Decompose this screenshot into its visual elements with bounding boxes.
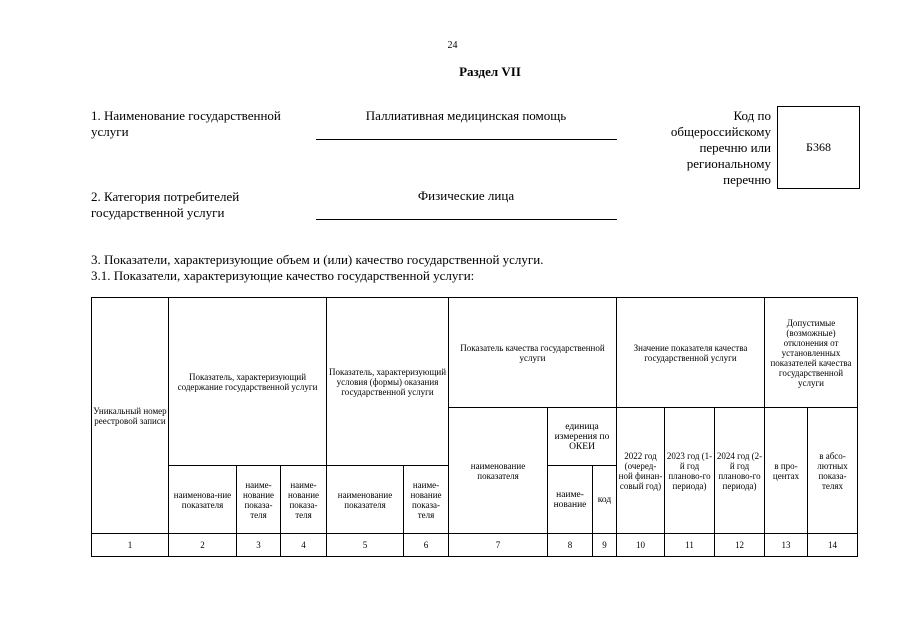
header-okei-code: код: [593, 466, 617, 534]
column-number: 13: [765, 534, 808, 557]
heading-3-1: 3.1. Показатели, характеризующие качество государственной услуги:: [91, 268, 475, 283]
service-name-underline: [316, 139, 617, 140]
column-number: 7: [449, 534, 548, 557]
heading-3: 3. Показатели, характеризующие объем и (или) качество государственной услуги.: [91, 252, 544, 267]
category-value: Физические лица: [417, 188, 515, 203]
header-quality-indicator: Показатель качества государственной услуги: [449, 298, 617, 408]
header-name-indicator-e: наиме-нование показа-теля: [404, 466, 449, 534]
header-quality-name: наименование показателя: [449, 408, 548, 534]
column-number: 8: [548, 534, 593, 557]
column-number: 2: [169, 534, 237, 557]
header-conditions-indicator: Показатель, характеризующий условия (формы) оказания государственной услуги: [327, 298, 449, 466]
column-number: 11: [665, 534, 715, 557]
header-year-2024: 2024 год (2-й год планово-го периода): [715, 408, 765, 534]
header-absolute: в абсо-лютных показа-телях: [808, 408, 858, 534]
quality-indicators-table: [91, 297, 858, 557]
header-name-indicator-d: наименование показателя: [327, 466, 404, 534]
column-number: 5: [327, 534, 404, 557]
header-name-indicator-c: наиме-нование показа-теля: [281, 466, 327, 534]
column-number: 9: [593, 534, 617, 557]
column-number: 6: [404, 534, 449, 557]
category-label: 2. Категория потребителей государственной услуги: [91, 189, 240, 220]
header-year-2023: 2023 год (1-й год планово-го периода): [665, 408, 715, 534]
header-percent: в про-центах: [765, 408, 808, 534]
column-number: 3: [237, 534, 281, 557]
column-number: 1: [92, 534, 169, 557]
service-name-label: 1. Наименование государственной услуги: [91, 108, 281, 139]
header-name-indicator-b: наиме-нование показа-теля: [237, 466, 281, 534]
header-quality-value: Значение показателя качества государственной услуги: [617, 298, 765, 408]
column-number: 10: [617, 534, 665, 557]
column-number: 12: [715, 534, 765, 557]
service-name-value: Паллиативная медицинская помощь: [365, 108, 567, 123]
section-title: Раздел VII: [459, 64, 521, 79]
header-year-2022: 2022 год (очеред-ной финан-совый год): [617, 408, 665, 534]
code-label: Код по общероссийскому перечню или региональному перечню: [670, 108, 771, 187]
header-deviations: Допустимые (возможные) отклонения от установленных показателей качества государственной услуги: [765, 298, 858, 408]
header-okei-name: наиме-нование: [548, 466, 593, 534]
column-number: 14: [808, 534, 858, 557]
page-number: 24: [447, 40, 458, 51]
header-content-indicator: Показатель, характеризующий содержание государственной услуги: [169, 298, 327, 466]
category-underline: [316, 219, 617, 220]
header-okei-unit: единица измерения по ОКЕИ: [548, 408, 617, 466]
column-number: 4: [281, 534, 327, 557]
code-value: Б368: [806, 140, 831, 154]
column-number-row: [92, 534, 858, 557]
header-name-indicator-a: наименова-ние показателя: [169, 466, 237, 534]
header-unique-number: Уникальный номер реестровой записи: [92, 298, 169, 534]
code-box: [777, 106, 860, 189]
